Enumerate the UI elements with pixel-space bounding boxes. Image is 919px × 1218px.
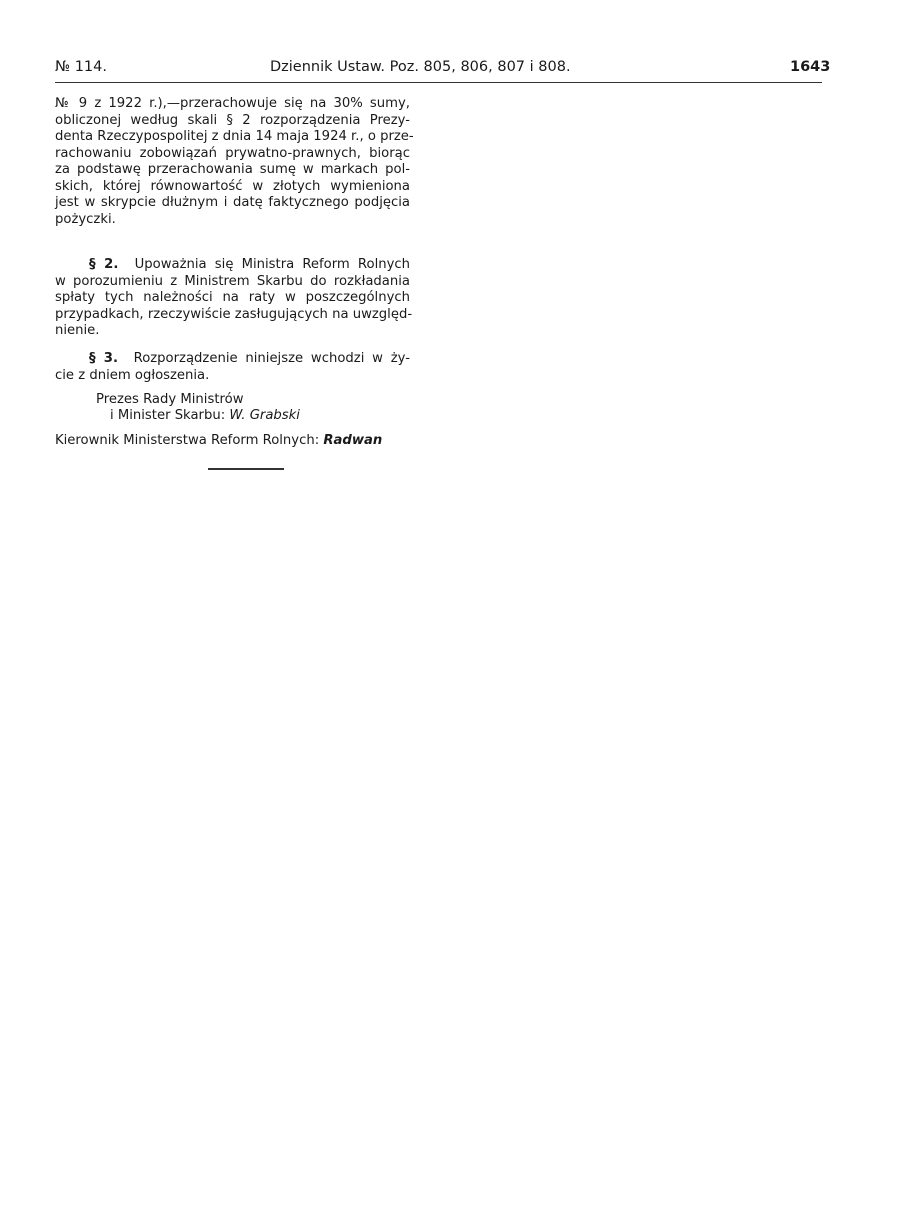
- text-line: jest w skrypcie dłużnym i datę faktycznego podjęcia: [55, 195, 410, 210]
- text-line: nienie.: [55, 323, 100, 338]
- header-rule: [55, 82, 822, 83]
- text-line: Upoważnia się Ministra Reform Rolnych: [134, 257, 411, 272]
- issue-number: № 114.: [55, 59, 107, 75]
- text-line: spłaty tych należności na raty w poszczególnych: [55, 290, 410, 305]
- text-line: skich, której równowartość w złotych wymieniona: [55, 178, 410, 194]
- signature-line: Prezes Rady Ministrów: [96, 392, 244, 407]
- signatory-name: W. Grabski: [229, 408, 300, 423]
- section-2-first-line: [55, 257, 410, 273]
- signatory-name: Radwan: [323, 433, 383, 448]
- page-number: 1643: [790, 59, 831, 75]
- text-line: za podstawę przerachowania sumę w markach pol-: [55, 162, 410, 177]
- text-line: Rozporządzenie niniejsze wchodzi w ży-: [133, 351, 411, 366]
- text-line: przypadkach, rzeczywiście zasługujących na uwzględ-: [55, 306, 413, 322]
- section-3-first-line: [55, 351, 410, 367]
- text-line: pożyczki.: [55, 211, 116, 227]
- text-line: obliczonej według skali § 2 rozporządzenia Prezy-: [55, 112, 410, 128]
- signature-line: [110, 408, 300, 423]
- text-line: denta Rzeczypospolitej z dnia 14 maja 1924 r., o prze-: [55, 129, 414, 144]
- signature-title: i Minister Skarbu:: [110, 408, 226, 423]
- section-number: § 2.: [89, 257, 119, 272]
- text-line: w porozumieniu z Ministrem Skarbu do rozkładania: [55, 273, 410, 289]
- text-line: cie z dniem ogłoszenia.: [55, 367, 210, 383]
- signature-title: Kierownik Ministerstwa Reform Rolnych:: [55, 433, 320, 448]
- signature-line: [55, 433, 382, 448]
- section-number: § 3.: [89, 351, 118, 366]
- journal-title: Dziennik Ustaw. Poz. 805, 806, 807 i 808.: [270, 59, 571, 75]
- end-rule: [208, 468, 284, 470]
- text-line: № 9 z 1922 r.),—przerachowuje się na 30% sumy,: [55, 96, 410, 111]
- text-line: rachowaniu zobowiązań prywatno-prawnych, biorąc: [55, 145, 410, 161]
